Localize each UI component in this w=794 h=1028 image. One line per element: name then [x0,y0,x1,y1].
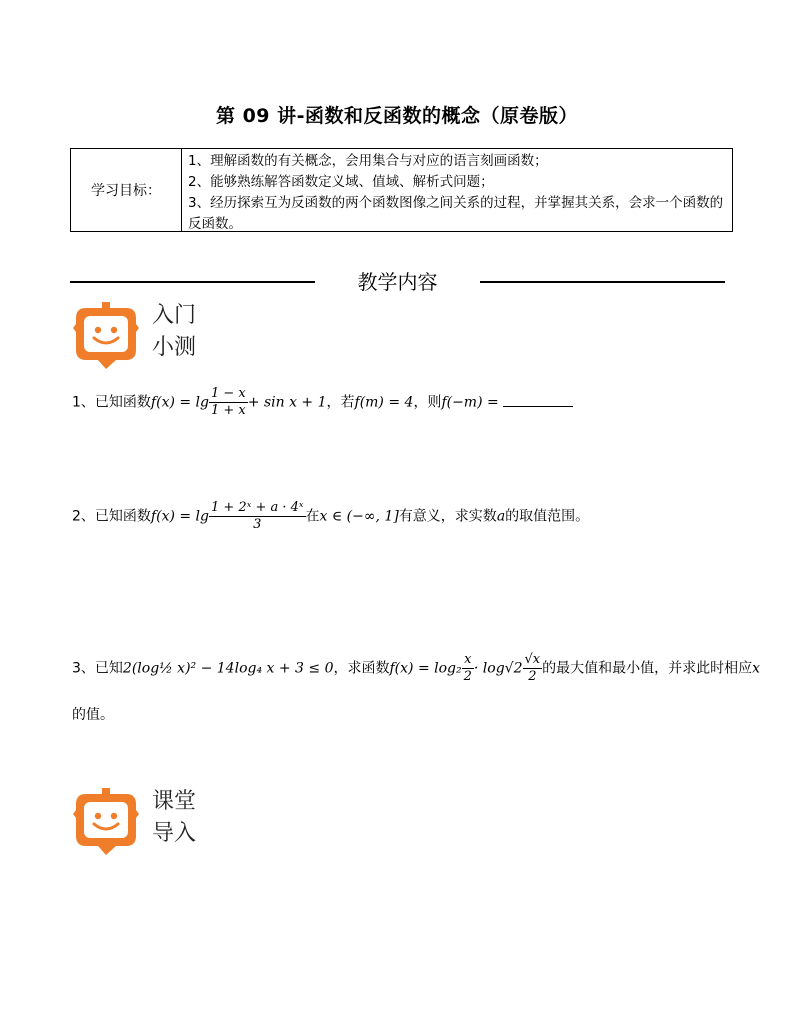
q3-frac2-denominator: 2 [528,669,537,684]
q1-fraction [209,386,248,419]
q1-ask: f(−m) = [441,394,499,411]
q1-function: f(x) = lg [150,394,209,411]
question-3 [72,652,760,685]
q1-rest: + sin x + 1 [247,394,327,411]
q2-function: f(x) = lg [150,508,209,525]
q2-rest: 有意义，求实数 [398,508,497,525]
q1-prefix: 1、已知函数 [72,394,151,411]
q2-mid: 在 [305,508,320,525]
q1-condition: f(m) = 4 [354,394,414,411]
goal-item: 1、理解函数的有关概念，会用集合与对应的语言刻画函数； [188,153,548,169]
divider-line-left [70,281,315,283]
q1-denominator: 1 + x [211,403,246,418]
section-divider [70,266,726,296]
q3-mid: ，求函数 [333,660,390,677]
q2-tail: 的取值范围。 [505,508,590,525]
q3-var: x [752,660,761,677]
q2-var: a [496,508,506,525]
q2-domain: x ∈ (−∞, 1] [319,508,399,525]
q2-denominator: 3 [253,517,262,532]
q2-fraction [209,500,306,533]
question-3-line2: 的值。 [72,707,114,723]
q2-prefix: 2、已知函数 [72,508,151,525]
q3-inequality: 2(log½ x)² − 14log₄ x + 3 ≤ 0 [122,660,334,677]
badge-line2: 小测 [152,335,197,360]
q3-function: f(x) = log₂ [389,660,462,677]
divider-line-right [480,281,725,283]
page-title: 第 09 讲-函数和反函数的概念（原卷版） [215,105,579,127]
q3-frac1-denominator: 2 [463,669,472,684]
section-heading: 教学内容 [357,270,438,294]
robot-chat-icon [72,300,140,370]
section-badge-intro [72,786,222,866]
question-1 [72,386,573,419]
goals-list [182,149,732,231]
q3-frac1-numerator: x [462,652,474,669]
q1-mid: ，若 [326,394,355,411]
q3-tail: 的最大值和最小值，并求此时相应 [542,660,753,677]
goals-label: 学习目标： [71,149,182,231]
q3-log: · log√2 [473,660,523,677]
goal-item: 2、能够熟练解答函数定义域、值域、解析式问题； [188,174,494,190]
q1-then: ，则 [413,394,442,411]
section-badge-quiz [72,300,222,380]
badge-line2: 导入 [152,821,197,846]
badge-line1: 入门 [152,303,197,328]
q3-prefix: 3、已知 [72,660,123,677]
learning-goals-table [70,148,733,232]
q3-fraction-2 [523,652,543,685]
q1-numerator: 1 − x [211,386,246,401]
q2-numerator: 1 + 2ˣ + a · 4ˣ [211,500,304,515]
answer-blank[interactable] [503,394,573,407]
question-2 [72,500,589,533]
robot-chat-icon [72,786,140,856]
badge-line1: 课堂 [152,789,197,814]
q3-frac2-numerator: √x [524,652,541,667]
goal-item: 3、经历探索互为反函数的两个函数图像之间关系的过程，并掌握其关系，会求一个函数的反函数。 [188,195,724,232]
q3-fraction-1 [462,652,474,685]
